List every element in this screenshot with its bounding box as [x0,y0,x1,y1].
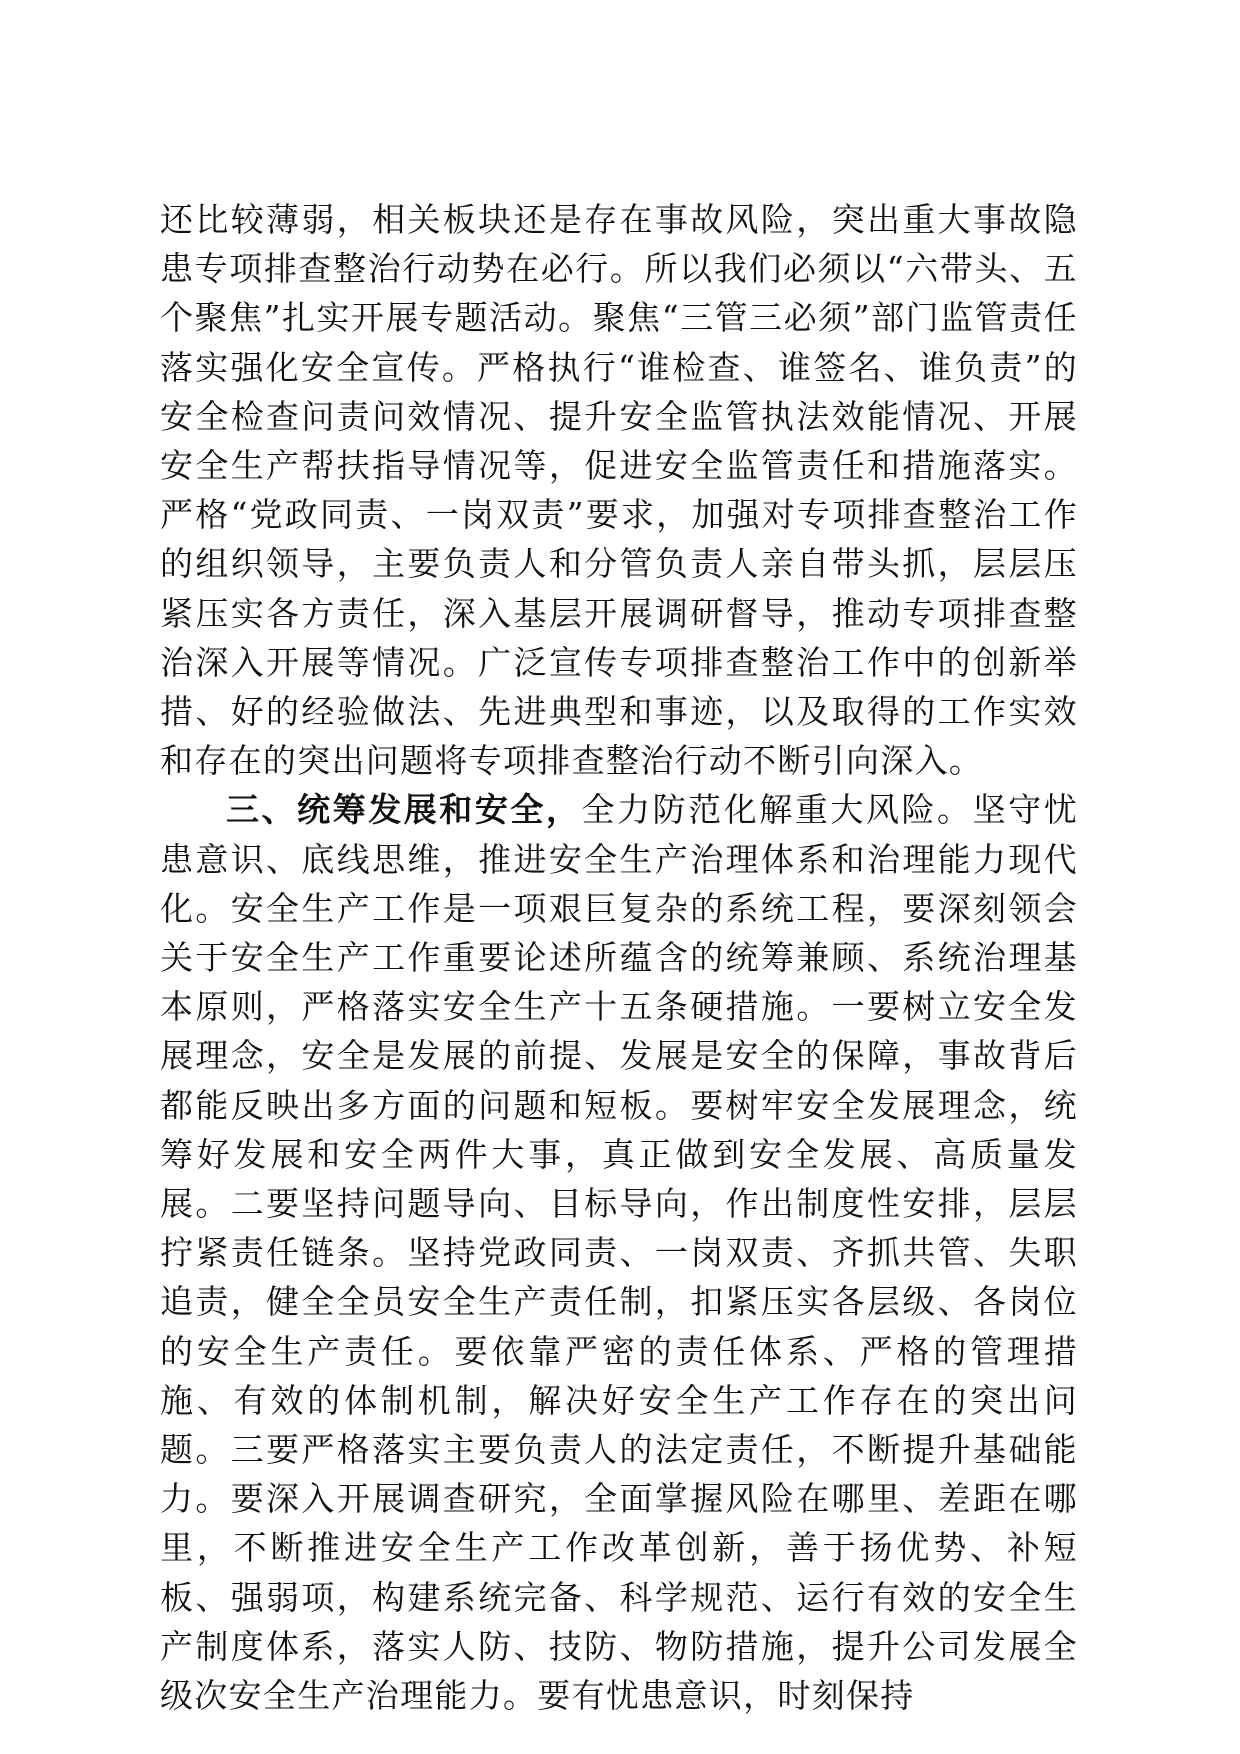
section-3-paragraph [160,785,1078,1720]
section-3-heading: 三、统筹发展和安全， [226,790,582,830]
section-3-body: 全力防范化解重大风险。坚守忧患意识、底线思维，推进安全生产治理体系和治理能力现代化。安全生产工作是一项艰巨复杂的系统工程，要深刻领会关于安全生产工作重要论述所蕴含的统筹兼顾、系统治理基本原则，严格落实安全生产十五条硬措施。一要树立安全发展理念，安全是发展的前提、发展是安全的保障，事故背后都能反映出多方面的问题和短板。要树牢安全发展理念，统筹好发展和安全两件大事，真正做到安全发展、高质量发展。二要坚持问题导向、目标导向，作出制度性安排，层层拧紧责任链条。坚持党政同责、一岗双责、齐抓共管、失职追责，健全全员安全生产责任制，扣紧压实各层级、各岗位的安全生产责任。要依靠严密的责任体系、严格的管理措施、有效的体制机制，解决好安全生产工作存在的突出问题。三要严格落实主要负责人的法定责任，不断提升基础能力。要深入开展调查研究，全面掌握风险在哪里、差距在哪里，不断推进安全生产工作改革创新，善于扬优势、补短板、强弱项，构建系统完备、科学规范、运行有效的安全生产制度体系，落实人防、技防、物防措施，提升公司发展全级次安全生产治理能力。要有忧患意识，时刻保持 [160,790,1079,1716]
document-page [160,195,1078,1720]
paragraph-continuation: 还比较薄弱，相关板块还是存在事故风险，突出重大事故隐患专项排查整治行动势在必行。所以我们必须以“六带头、五个聚焦”扎实开展专题活动。聚焦“三管三必须”部门监管责任落实强化安全宣传。严格执行“谁检查、谁签名、谁负责”的安全检查问责问效情况、提升安全监管执法效能情况、开展安全生产帮扶指导情况等，促进安全监管责任和措施落实。严格“党政同责、一岗双责”要求，加强对专项排查整治工作的组织领导，主要负责人和分管负责人亲自带头抓，层层压紧压实各方责任，深入基层开展调研督导，推动专项排查整治深入开展等情况。广泛宣传专项排查整治工作中的创新举措、好的经验做法、先进典型和事迹，以及取得的工作实效和存在的突出问题将专项排查整治行动不断引向深入。 [160,200,1078,781]
